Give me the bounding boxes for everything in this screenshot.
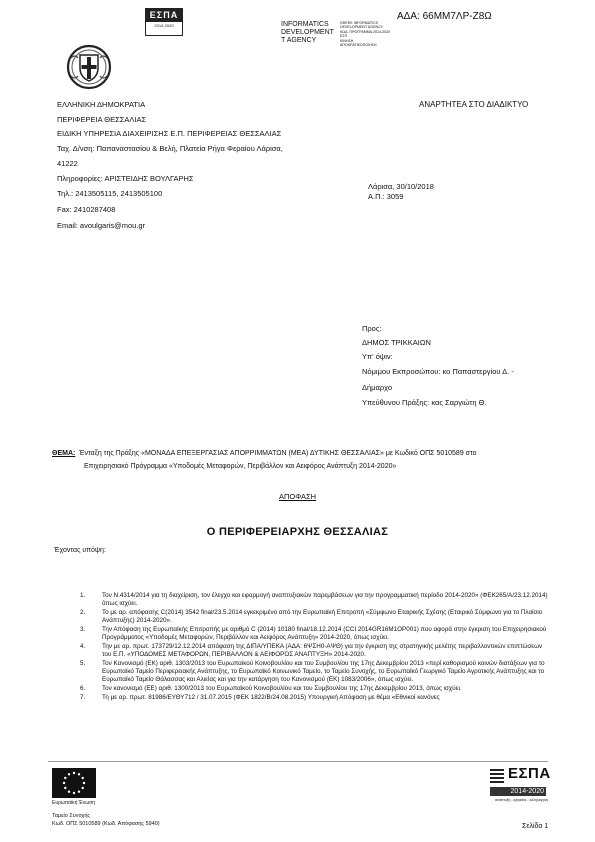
list-item-number: 1. bbox=[80, 592, 86, 599]
list-item bbox=[80, 694, 550, 702]
sender-postcode: 41222 bbox=[57, 159, 78, 168]
sender-fax: Fax: 2410287408 bbox=[57, 205, 116, 214]
agency-line: DEVELOPMENT AGENCY bbox=[340, 25, 384, 30]
agency-small-text bbox=[340, 21, 390, 47]
greek-coat-of-arms-icon bbox=[66, 44, 112, 90]
footer-code: Κωδ. ΟΠΣ 5010589 (Κωδ. Απόφασης 5940) bbox=[52, 821, 160, 827]
recipient-legal-rep: Νόμιμου Εκπροσώπου: κο Παπαστεργίου Δ. - bbox=[362, 367, 514, 376]
list-item bbox=[80, 609, 550, 625]
list-item-text: Τον κανονισμό (ΕΕ) αριθ. 1300/2013 του Ευρωπαϊκού Κοινοβουλίου και του Συμβουλίου της 17ης Δεκεμβρίου 2013, όπως ισχύει. bbox=[102, 685, 462, 692]
footer-fund: Ταμείο Συνοχής bbox=[52, 813, 91, 819]
sender-phone: Τηλ.: 2413505115, 2413505100 bbox=[57, 189, 163, 198]
subject-line-2: Επιχειρησιακό Πρόγραμμα «Υποδομές Μεταφορών, Περιβάλλον και Αειφόρος Ανάπτυξη 2014-2020» bbox=[84, 463, 397, 470]
considerations-list bbox=[80, 592, 550, 703]
informatics-label bbox=[281, 21, 334, 45]
list-item-number: 7. bbox=[80, 694, 86, 701]
list-item bbox=[80, 592, 550, 608]
sender-republic: ΕΛΛΗΝΙΚΗ ΔΗΜΟΚΡΑΤΙΑ bbox=[57, 100, 146, 109]
recipient-attn-label: Υπ' όψιν: bbox=[362, 352, 393, 361]
eu-flag-icon bbox=[52, 768, 96, 798]
list-item bbox=[80, 660, 550, 684]
recipient-responsible: Υπεύθυνου Πράξης: κας Σαργιώτη Θ. bbox=[362, 398, 487, 407]
recipient-to-label: Προς: bbox=[362, 324, 382, 333]
recipient-mayor: Δήμαρχο bbox=[362, 383, 393, 392]
list-item-number: 2. bbox=[80, 609, 86, 616]
informatics-line-1: INFORMATICS bbox=[281, 21, 329, 28]
informatics-line-3: T AGENCY bbox=[281, 37, 317, 44]
espa-footer-slogan: ανάπτυξη - εργασία - αλληλεγγύη bbox=[494, 798, 548, 802]
publish-note: ΑΝΑΡΤΗΤΕΑ ΣΤΟ ΔΙΑΔΙΚΤΥΟ bbox=[419, 100, 529, 109]
list-item bbox=[80, 685, 550, 693]
decision-title: ΑΠΟΦΑΣΗ bbox=[278, 492, 317, 501]
list-item-text: Τον Κανονισμό (ΕΚ) αριθ. 1303/2013 του Ευρωπαϊκού Κοινοβουλίου και του Συμβουλίου της 17ης Δεκεμβρίου 2013 «περί καθορισμού κοινών διατάξεων για το Ευρωπαϊκό Ταμείο Περιφερειακής Ανάπτυξης, το Ευρωπαϊκό Κοινωνικό Ταμείο, το Ταμείο Συνοχής, το Ευρωπαϊκό Γεωργικό Ταμείο Αγροτικής Ανάπτυξης και το Ευρωπαϊκό Ταμείο Θάλασσας και Αλιείας και για την κατάργηση του Κανονισμού (ΕΚ) 1083/2006», όπως ισχύει. bbox=[102, 660, 545, 683]
espa-logo-top-sub: 2014-2020 bbox=[154, 23, 174, 28]
sender-info: Πληροφορίες: ΑΡΙΣΤΕΙΔΗΣ ΒΟΥΛΓΑΡΗΣ bbox=[57, 174, 194, 183]
regional-governor-title: Ο ΠΕΡΙΦΕΡΕΙΑΡΧΗΣ ΘΕΣΣΑΛΙΑΣ bbox=[206, 526, 389, 538]
agency-line: ΕΣΠ bbox=[340, 34, 348, 39]
espa-footer-years: 2014-2020 bbox=[490, 787, 546, 796]
doc-date: Λάρισα, 30/10/2018 bbox=[368, 182, 434, 191]
agency-line: ΚΙΝΗΣΗ bbox=[340, 38, 354, 43]
sender-region: ΠΕΡΙΦΕΡΕΙΑ ΘΕΣΣΑΛΙΑΣ bbox=[57, 115, 147, 124]
footer-divider bbox=[48, 761, 548, 762]
list-item-number: 6. bbox=[80, 685, 86, 692]
list-item-text: Τη με αρ. πρωτ. 81986/ΕΥΘΥ712 / 31.07.2015 (ΦΕΚ 1822/Β/24.08.2015) Υπουργική Απόφαση με θέμα «Εθνικοί κανόνες bbox=[102, 694, 440, 701]
agency-line: GREEK INFORMATICS bbox=[340, 21, 379, 25]
espa-logo-top bbox=[145, 8, 183, 36]
sender-email: Email: avoulgaris@mou.gr bbox=[57, 221, 146, 230]
agency-line: ΑΠΟΚΡΑΤΙΚΟΠΟΙΗΣΗ bbox=[340, 43, 377, 48]
agency-line: ΚΩΔ. ΠΡΟΓΡΑΜΜΑ 2014-2020 bbox=[340, 29, 391, 34]
page-number: Σελίδα 1 bbox=[522, 823, 549, 830]
list-item-number: 4. bbox=[80, 643, 86, 650]
doc-protocol: Α.Π.: 3059 bbox=[368, 192, 404, 201]
sender-service: ΕΙΔΙΚΗ ΥΠΗΡΕΣΙΑ ΔΙΑΧΕΙΡΙΣΗΣ Ε.Π. ΠΕΡΙΦΕΡΕΙΑΣ ΘΕΣΣΑΛΙΑΣ bbox=[57, 129, 282, 138]
list-item-text: Την με αρ. πρωτ. 173729/12.12.2014 απόφαση της ΔΙΠΑ/ΥΠΕΚΑ (ΑΔΑ: 6ΨΣΗ0-ΑΨΘ) για την έγκριση της στρατηγικής μελέτης περιβαλλοντικών επιπτώσεων του Ε.Π. «ΥΠΟΔΟΜΕΣ ΜΕΤΑΦΟΡΩΝ, ΠΕΡΙΒΑΛΛΟΝ & ΑΕΙΦΟΡΟΣ ΑΝΑΠΤΥΞΗ» 2014-2020. bbox=[102, 643, 543, 658]
subject-label: ΘΕΜΑ: bbox=[52, 450, 76, 457]
ada-code: ΑΔΑ: 66ΜΜ7ΛΡ-Ζ8Ω bbox=[397, 11, 492, 22]
informatics-line-2: DEVELOPMENT bbox=[281, 29, 334, 36]
list-item bbox=[80, 626, 550, 642]
espa-logo-top-text: ΕΣΠΑ bbox=[146, 9, 182, 22]
espa-stripes-icon bbox=[490, 767, 510, 785]
eu-caption: Ευρωπαϊκή Ένωση bbox=[52, 800, 95, 806]
espa-footer-text: ΕΣΠΑ bbox=[508, 765, 551, 782]
list-item-number: 3. bbox=[80, 626, 86, 633]
sender-address: Ταχ. Δ/νση: Παπαναστασίου & Βελή, Πλατεία Ρήγα Φεραίου Λάρισα, bbox=[57, 144, 283, 153]
list-item-text: Το με αρ. απόφασης C(2014) 3542 final/23.5.2014 εγκεκριμένο από την Ευρωπαϊκή Επιτροπή «Σύμφωνο Εταιρικής Σχέσης (Εταιρικό Σύμφωνο για το Πλαίσιο Ανάπτυξης) 2014-2020». bbox=[102, 609, 543, 624]
list-item bbox=[80, 643, 550, 659]
list-item-text: Τον Ν.4314/2014 για τη διαχείριση, τον έλεγχο και εφαρμογή αναπτυξιακών παρεμβάσεων για την προγραμματική περίοδο 2014-2020» (ΦΕΚ265/Α/23.12.2014) όπως ισχύει. bbox=[102, 592, 548, 607]
subject-line-1: Ένταξη της Πράξης «ΜΟΝΑΔΑ ΕΠΕΞΕΡΓΑΣΙΑΣ ΑΠΟΡΡΙΜΜΑΤΩΝ (ΜΕΑ) ΔΥΤΙΚΗΣ ΘΕΣΣΑΛΙΑΣ» με Κωδικό ΟΠΣ 5010589 στο bbox=[79, 450, 477, 457]
recipient-to: ΔΗΜΟΣ ΤΡΙΚΚΑΙΩΝ bbox=[362, 338, 431, 347]
espa-logo-footer bbox=[488, 765, 551, 807]
list-item-number: 5. bbox=[80, 660, 86, 667]
considering-label: Έχοντας υπόψη: bbox=[54, 547, 106, 554]
list-item-text: Την Απόφαση της Ευρωπαϊκής Επιτροπής με αριθμό C (2014) 10180 final/18.12.2014 (CCI 2014GR16M1OP001) που αφορά στην έγκριση του Επιχειρησιακού Προγράμματος «Υποδομές Μεταφορών, Περιβάλλον και Αειφόρος Ανάπτυξη» 2014-2020, όπως ισχύει. bbox=[102, 626, 547, 641]
